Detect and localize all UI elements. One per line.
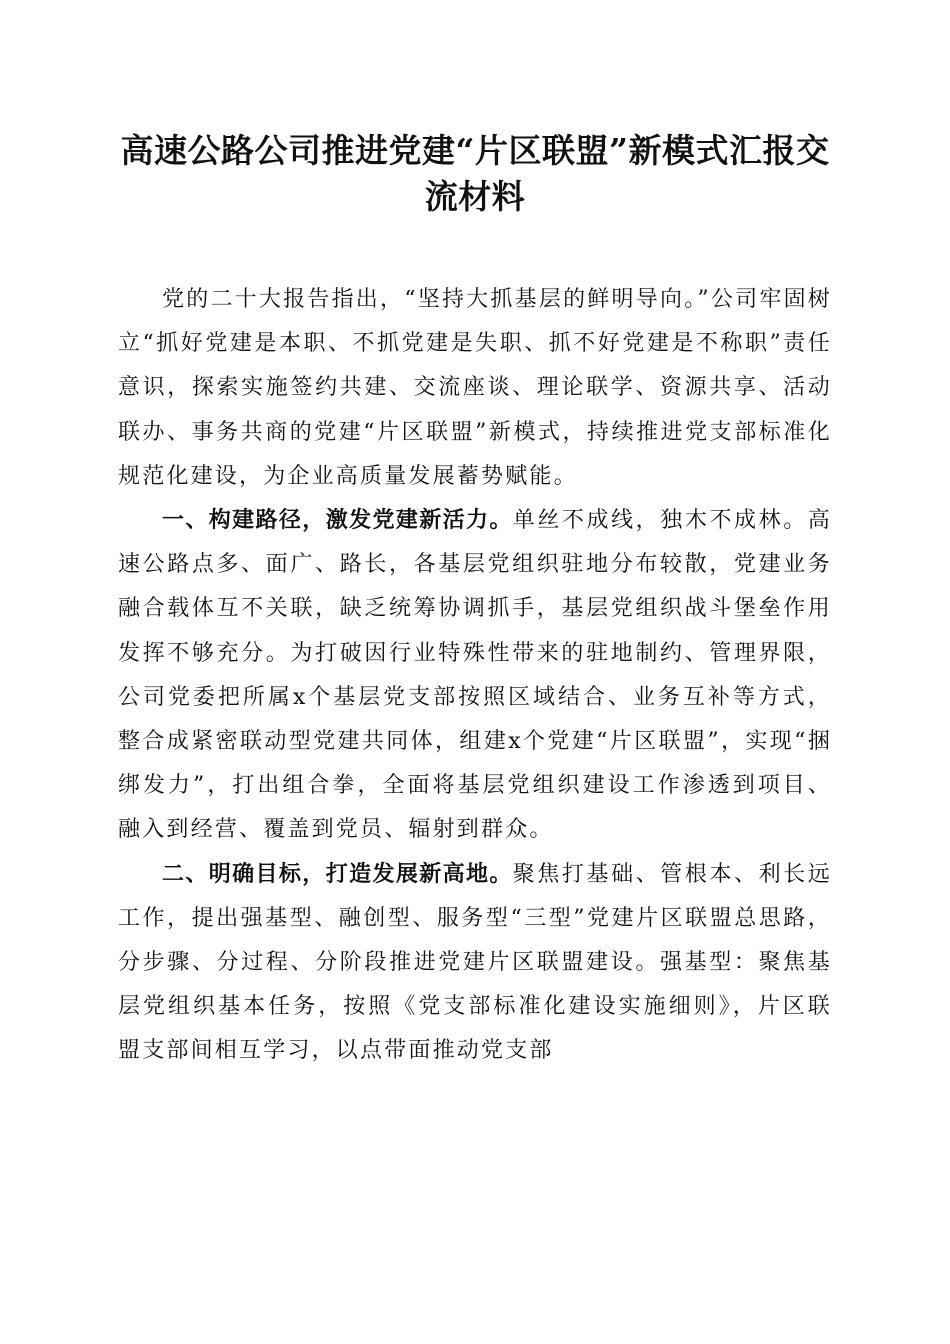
paragraph-section-1	[118, 499, 832, 853]
document-title: 高速公路公司推进党建“片区联盟”新模式汇报交流材料	[120, 131, 830, 216]
section-heading: 一、构建路径，激发党建新活力。	[162, 508, 513, 534]
section-heading: 二、明确目标，打造发展新高地。	[162, 861, 513, 887]
paragraph-section-2	[118, 853, 832, 1074]
document-body	[118, 278, 832, 1074]
paragraph-text: 党的二十大报告指出，“坚持大抓基层的鲜明导向。”公司牢固树立“抓好党建是本职、不抓党建是失职、抓不好党建是不称职”责任意识，探索实施签约共建、交流座谈、理论联学、资源共享、活动联办、事务共商的党建“片区联盟”新模式，持续推进党支部标准化规范化建设，为企业高质量发展蓄势赋能。	[118, 287, 832, 489]
paragraph-text: 聚焦打基础、管根本、利长远工作，提出强基型、融创型、服务型“三型”党建片区联盟总思路，分步骤、分过程、分阶段推进党建片区联盟建设。强基型：聚焦基层党组织基本任务，按照《党支部标准化建设实施细则》，片区联盟支部间相互学习，以点带面推动党支部	[118, 861, 832, 1064]
paragraph-intro	[118, 278, 832, 499]
paragraph-text: 单丝不成线，独木不成林。高速公路点多、面广、路长，各基层党组织驻地分布较散，党建业务融合载体互不关联，缺乏统筹协调抓手，基层党组织战斗堡垒作用发挥不够充分。为打破因行业特殊性带来的驻地制约、管理界限，公司党委把所属x个基层党支部按照区域结合、业务互补等方式，整合成紧密联动型党建共同体，组建x个党建“片区联盟”，实现“捆绑发力”，打出组合拳，全面将基层党组织建设工作渗透到项目、融入到经营、覆盖到党员、辐射到群众。	[118, 508, 832, 843]
